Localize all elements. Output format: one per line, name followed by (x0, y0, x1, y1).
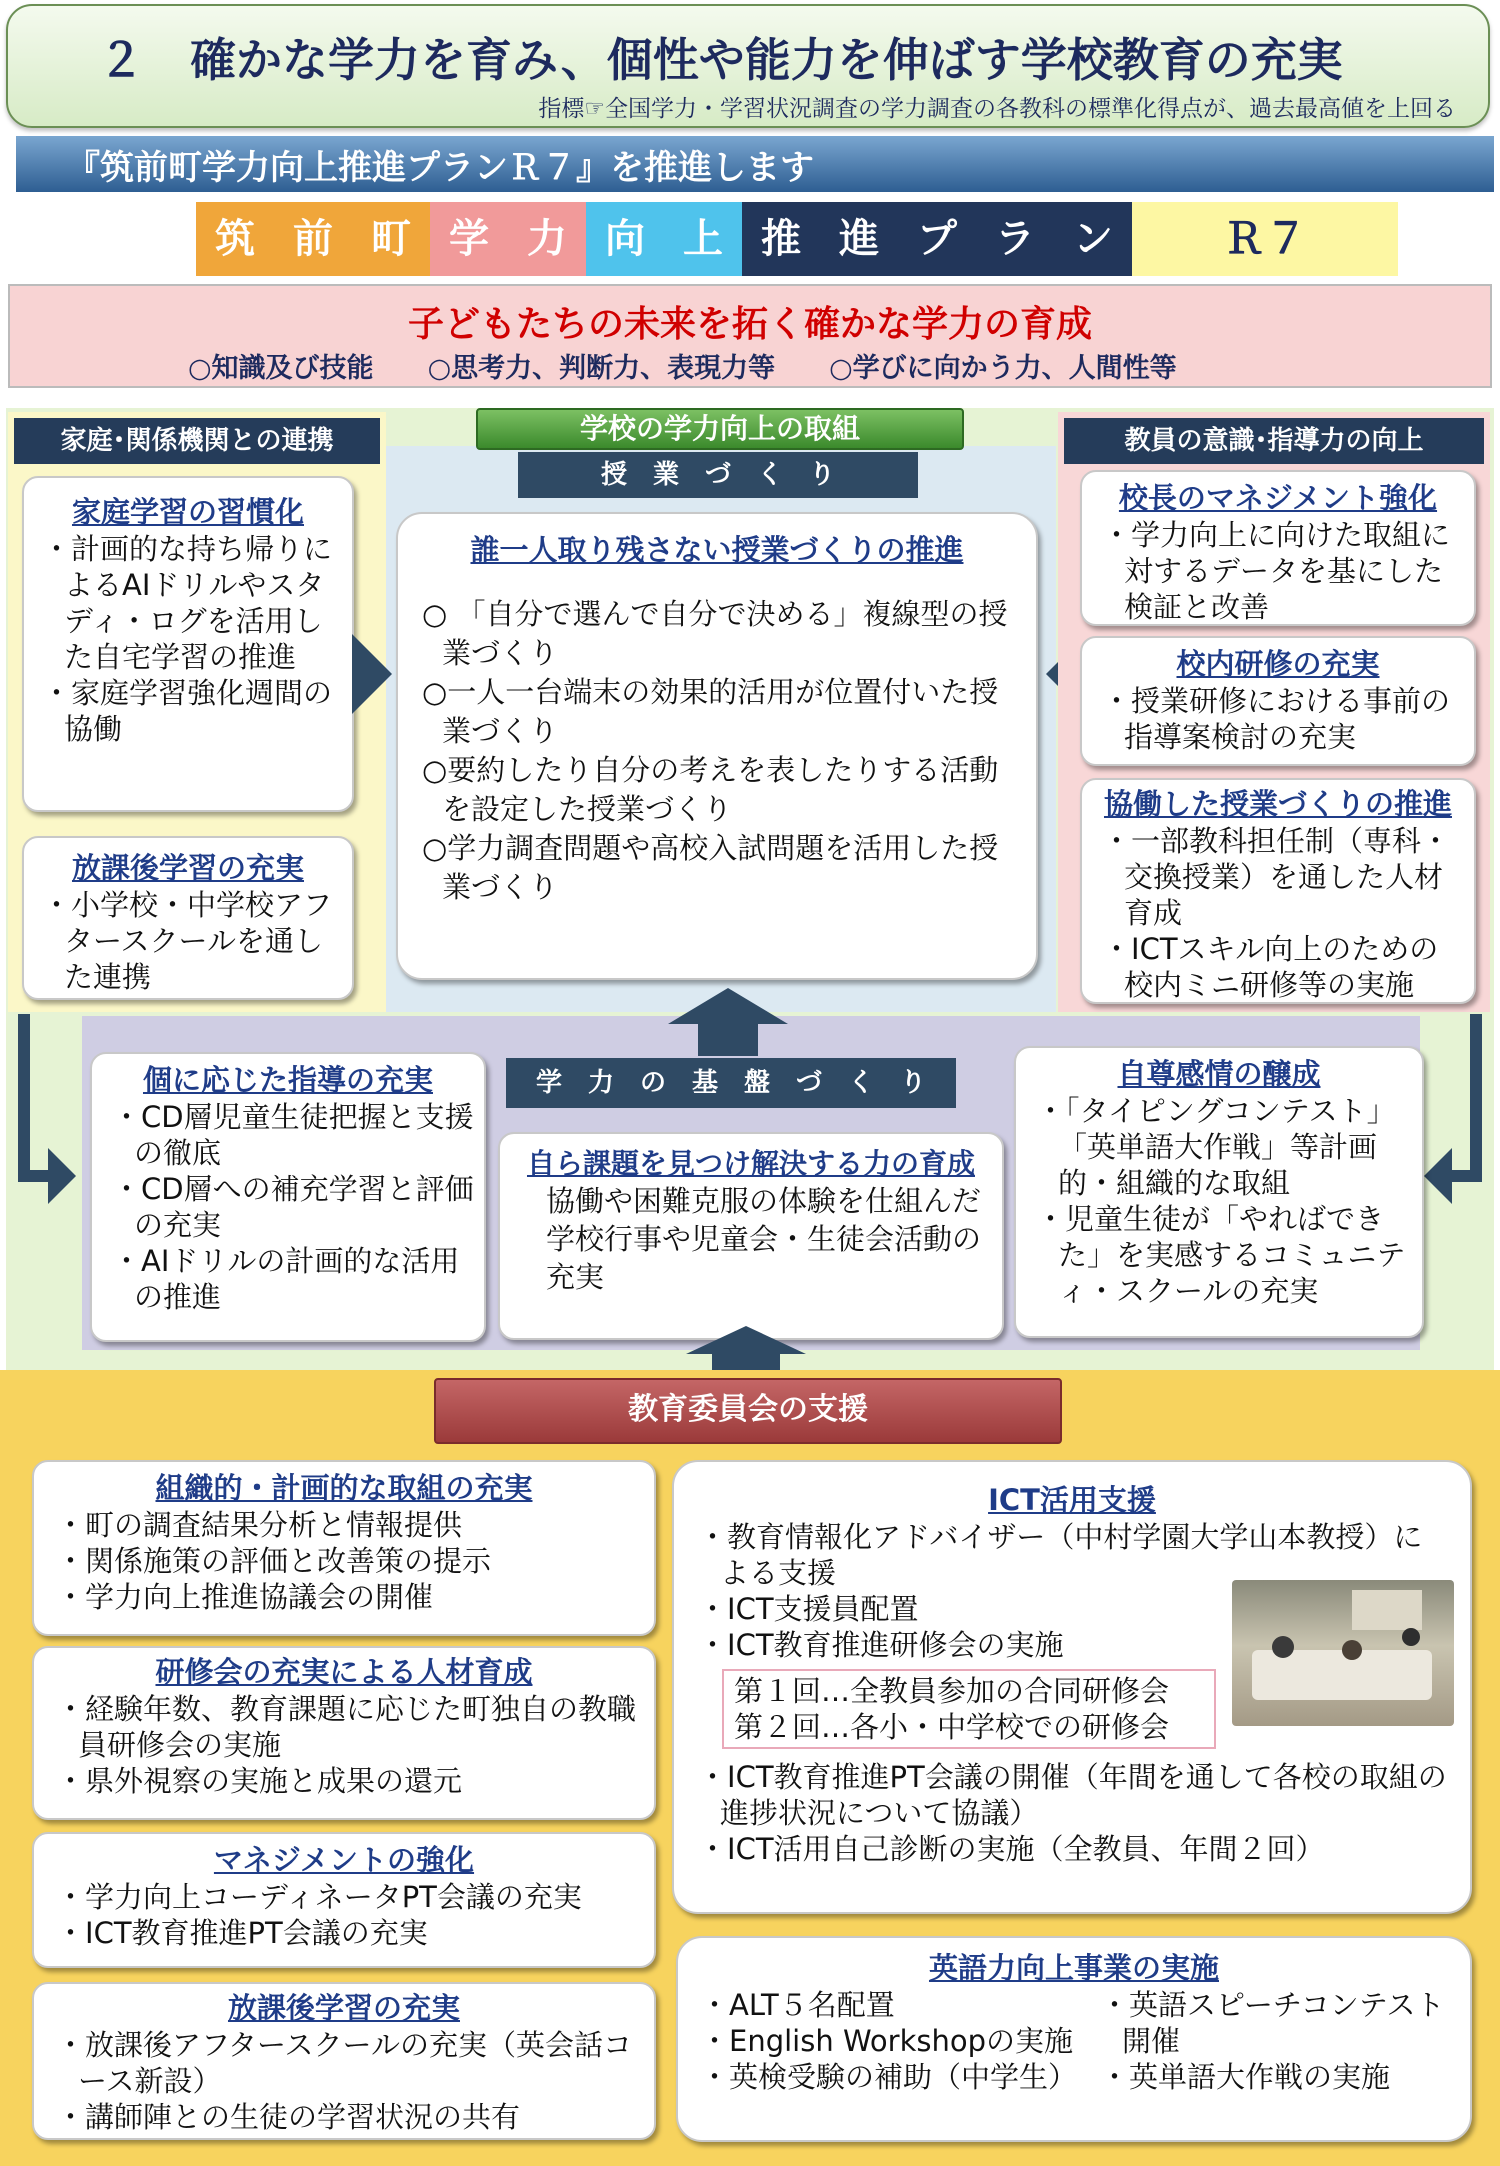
list-item: ・ 小学校・中学校アフタースクールを通した連携 (30, 887, 346, 995)
lesson-box (396, 512, 1038, 980)
lesson-item: ○要約したり自分の考えを表したりする活動を設定した授業づくり (422, 753, 999, 826)
box-title: 校長のマネジメント強化 (1118, 481, 1438, 515)
list-item: ・ 放課後アフタースクールの充実（英会話コース新設） (44, 2027, 644, 2099)
training-photo (1232, 1580, 1454, 1726)
center-header: 学校の学力向上の取組 (476, 408, 964, 450)
list-item: ・ 町の調査結果分析と情報提供 (44, 1507, 644, 1543)
box-title: 英語力向上事業の実施 (928, 1951, 1219, 1985)
plan-char: 力 (508, 202, 586, 276)
list-item: ・ ICT教育推進PT会議の充実 (44, 1915, 644, 1951)
self-esteem-box (1014, 1046, 1424, 1338)
left-header: 家庭･関係機関との連携 (14, 418, 380, 464)
list-item: ・ CD層児童生徒把握と支援の徹底 (100, 1099, 476, 1171)
lesson-item: ○一人一台端末の効果的活用が位置付いた授業づくり (422, 675, 999, 748)
box-title: マネジメントの強化 (213, 1843, 475, 1877)
box-title: ICT活用支援 (988, 1483, 1156, 1517)
list-item: ・ 児童生徒が「やればできた」を実感するコミュニティ・スクールの充実 (1024, 1201, 1414, 1309)
person-shape (1342, 1640, 1362, 1660)
box-title: 放課後学習の充実 (71, 851, 304, 885)
right-connector-h (1448, 1170, 1482, 1182)
box-title: 家庭学習の習慣化 (71, 495, 304, 529)
indicator-text: 指標☞全国学力・学習状況調査の学力調査の各教科の標準化得点が、過去最高値を上回る (538, 96, 1456, 122)
plan-name-strip (196, 202, 1398, 276)
after-school-box (22, 836, 354, 1000)
screen-shape (1352, 1590, 1422, 1630)
up-arrow-stem (698, 1024, 758, 1056)
list-item: ・ ICT教育推進研修会の実施 (686, 1627, 1226, 1663)
up-arrow-stem (712, 1352, 780, 1372)
list-item: ・ 講師陣との生徒の学習状況の共有 (44, 2099, 644, 2135)
list-item: ・ ICT支援員配置 (686, 1591, 1226, 1627)
list-item: ・ ICT活用自己診断の実施（全教員、年間２回） (686, 1831, 1458, 1867)
principal-box (1080, 470, 1476, 626)
left-arrow-icon (1424, 1148, 1452, 1204)
problem-solving-box (498, 1132, 1004, 1340)
box-title: 自ら課題を見つけ解決する力の育成 (526, 1147, 975, 1180)
list-item: ・ English Workshopの実施 (688, 2023, 1088, 2059)
page-title: ２ 確かな学力を育み、個性や能力を伸ばす学校教育の充実 (98, 33, 1343, 87)
plan-char: 上 (664, 202, 742, 276)
plan-char: 学 (430, 202, 508, 276)
list-item: ・ 英単語大作戦の実施 (1088, 2059, 1458, 2095)
session-item: 第１回…全教員参加の合同研修会 (734, 1674, 1170, 1708)
plan-char: 向 (586, 202, 664, 276)
plan-char: 筑 (196, 202, 274, 276)
box-title: 校内研修の充実 (1176, 647, 1380, 681)
box-text: 協働や困難克服の体験を仕組んだ学校行事や児童会・生徒会活動の充実 (546, 1184, 982, 1294)
up-arrow-icon (668, 988, 788, 1024)
list-item: ・ 教育情報化アドバイザー（中村学園大学山本教授）による支援 (686, 1519, 1446, 1591)
left-connector (18, 1014, 30, 1180)
right-header: 教員の意識･指導力の向上 (1064, 418, 1484, 464)
organized-efforts-box (32, 1460, 656, 1636)
goal-items (188, 346, 1231, 385)
after-school-support-box (32, 1982, 656, 2140)
list-item: ・ 家庭学習強化週間の協働 (30, 675, 346, 747)
plan-r7: Ｒ７ (1132, 202, 1398, 276)
plan-banner: 『筑前町学力向上推進プランＲ７』を推進します (16, 136, 1494, 192)
list-item: ・ 「タイピングコンテスト」「英単語大作戦」等計画的・組織的な取組 (1024, 1093, 1414, 1201)
session-item: 第２回…各小・中学校での研修会 (734, 1710, 1170, 1744)
management-box (32, 1832, 656, 1968)
list-item: ・ 一部教科担任制（専科・交換授業）を通した人材育成 (1090, 823, 1466, 931)
up-arrow-icon (686, 1326, 806, 1354)
list-item: ・ 学力向上推進協議会の開催 (44, 1579, 644, 1615)
list-item: ・ 英検受験の補助（中学生） (688, 2059, 1088, 2095)
box-title: 組織的・計画的な取組の充実 (155, 1471, 533, 1505)
box-title: 放課後学習の充実 (227, 1991, 460, 2025)
list-item: ・ ICTスキル向上のための校内ミニ研修等の実施 (1090, 931, 1466, 1003)
list-item: ・ 学力向上に向けた取組に対するデータを基にした検証と改善 (1090, 517, 1466, 625)
inschool-training-box (1080, 636, 1476, 766)
training-box (32, 1646, 656, 1820)
board-header: 教育委員会の支援 (434, 1378, 1062, 1444)
plan-char: プ (898, 202, 976, 276)
plan-char: 進 (820, 202, 898, 276)
lesson-subheader: 授 業 づ く り (518, 452, 918, 498)
list-item: ・ 計画的な持ち帰りによるAIドリルやスタディ・ログを活用した自宅学習の推進 (30, 531, 346, 675)
plan-char: 町 (352, 202, 430, 276)
individual-guidance-box (90, 1052, 486, 1342)
goal-box (8, 284, 1492, 388)
foundation-header: 学 力 の 基 盤 づ く り (506, 1058, 956, 1108)
box-title: 個に応じた指導の充実 (142, 1063, 433, 1097)
person-shape (1272, 1636, 1294, 1658)
list-item: ・ 県外視察の実施と成果の還元 (44, 1763, 644, 1799)
list-item: ・ ICT教育推進PT会議の開催（年間を通して各校の取組の進捗状況について協議） (686, 1759, 1458, 1831)
goal-item: ○知識及び技能 (188, 353, 374, 384)
list-item: ・ 英語スピーチコンテスト開催 (1088, 1987, 1458, 2059)
list-item: ・ AIドリルの計画的な活用の推進 (100, 1243, 476, 1315)
plan-char: 推 (742, 202, 820, 276)
right-arrow-icon (352, 634, 392, 714)
list-item: ・ 関係施策の評価と改善策の提示 (44, 1543, 644, 1579)
person-shape (1402, 1628, 1420, 1646)
left-connector-h (18, 1170, 52, 1182)
goal-main: 子どもたちの未来を拓く確かな学力の育成 (407, 304, 1092, 345)
plan-char: ン (1054, 202, 1132, 276)
list-item: ・ 経験年数、教育課題に応じた町独自の教職員研修会の実施 (44, 1691, 644, 1763)
goal-item: ○学びに向かう力、人間性等 (829, 353, 1177, 384)
box-title: 協働した授業づくりの推進 (1103, 787, 1452, 821)
plan-char: 前 (274, 202, 352, 276)
lesson-item: ○学力調査問題や高校入試問題を活用した授業づくり (422, 831, 999, 904)
collab-lesson-box (1080, 778, 1476, 1004)
list-item: ・ CD層への補充学習と評価の充実 (100, 1171, 476, 1243)
goal-item: ○思考力、判断力、表現力等 (427, 353, 776, 384)
session-box (722, 1669, 1216, 1749)
plan-char: ラ (976, 202, 1054, 276)
box-title: 研修会の充実による人材育成 (155, 1655, 533, 1689)
page-header (6, 4, 1490, 128)
list-item: ・ 学力向上コーディネータPT会議の充実 (44, 1879, 644, 1915)
box-title: 誰一人取り残さない授業づくりの推進 (470, 533, 964, 567)
english-box (676, 1936, 1472, 2142)
list-item: ・ ALT５名配置 (688, 1987, 1088, 2023)
box-title: 自尊感情の醸成 (1117, 1057, 1321, 1091)
list-item: ・ 授業研修における事前の指導案検討の充実 (1090, 683, 1466, 755)
right-connector (1470, 1014, 1482, 1180)
right-arrow-icon (48, 1148, 76, 1204)
lesson-item: ○ 「自分で選んで自分で決める」複線型の授業づくり (422, 597, 1008, 670)
home-study-box (22, 476, 354, 812)
